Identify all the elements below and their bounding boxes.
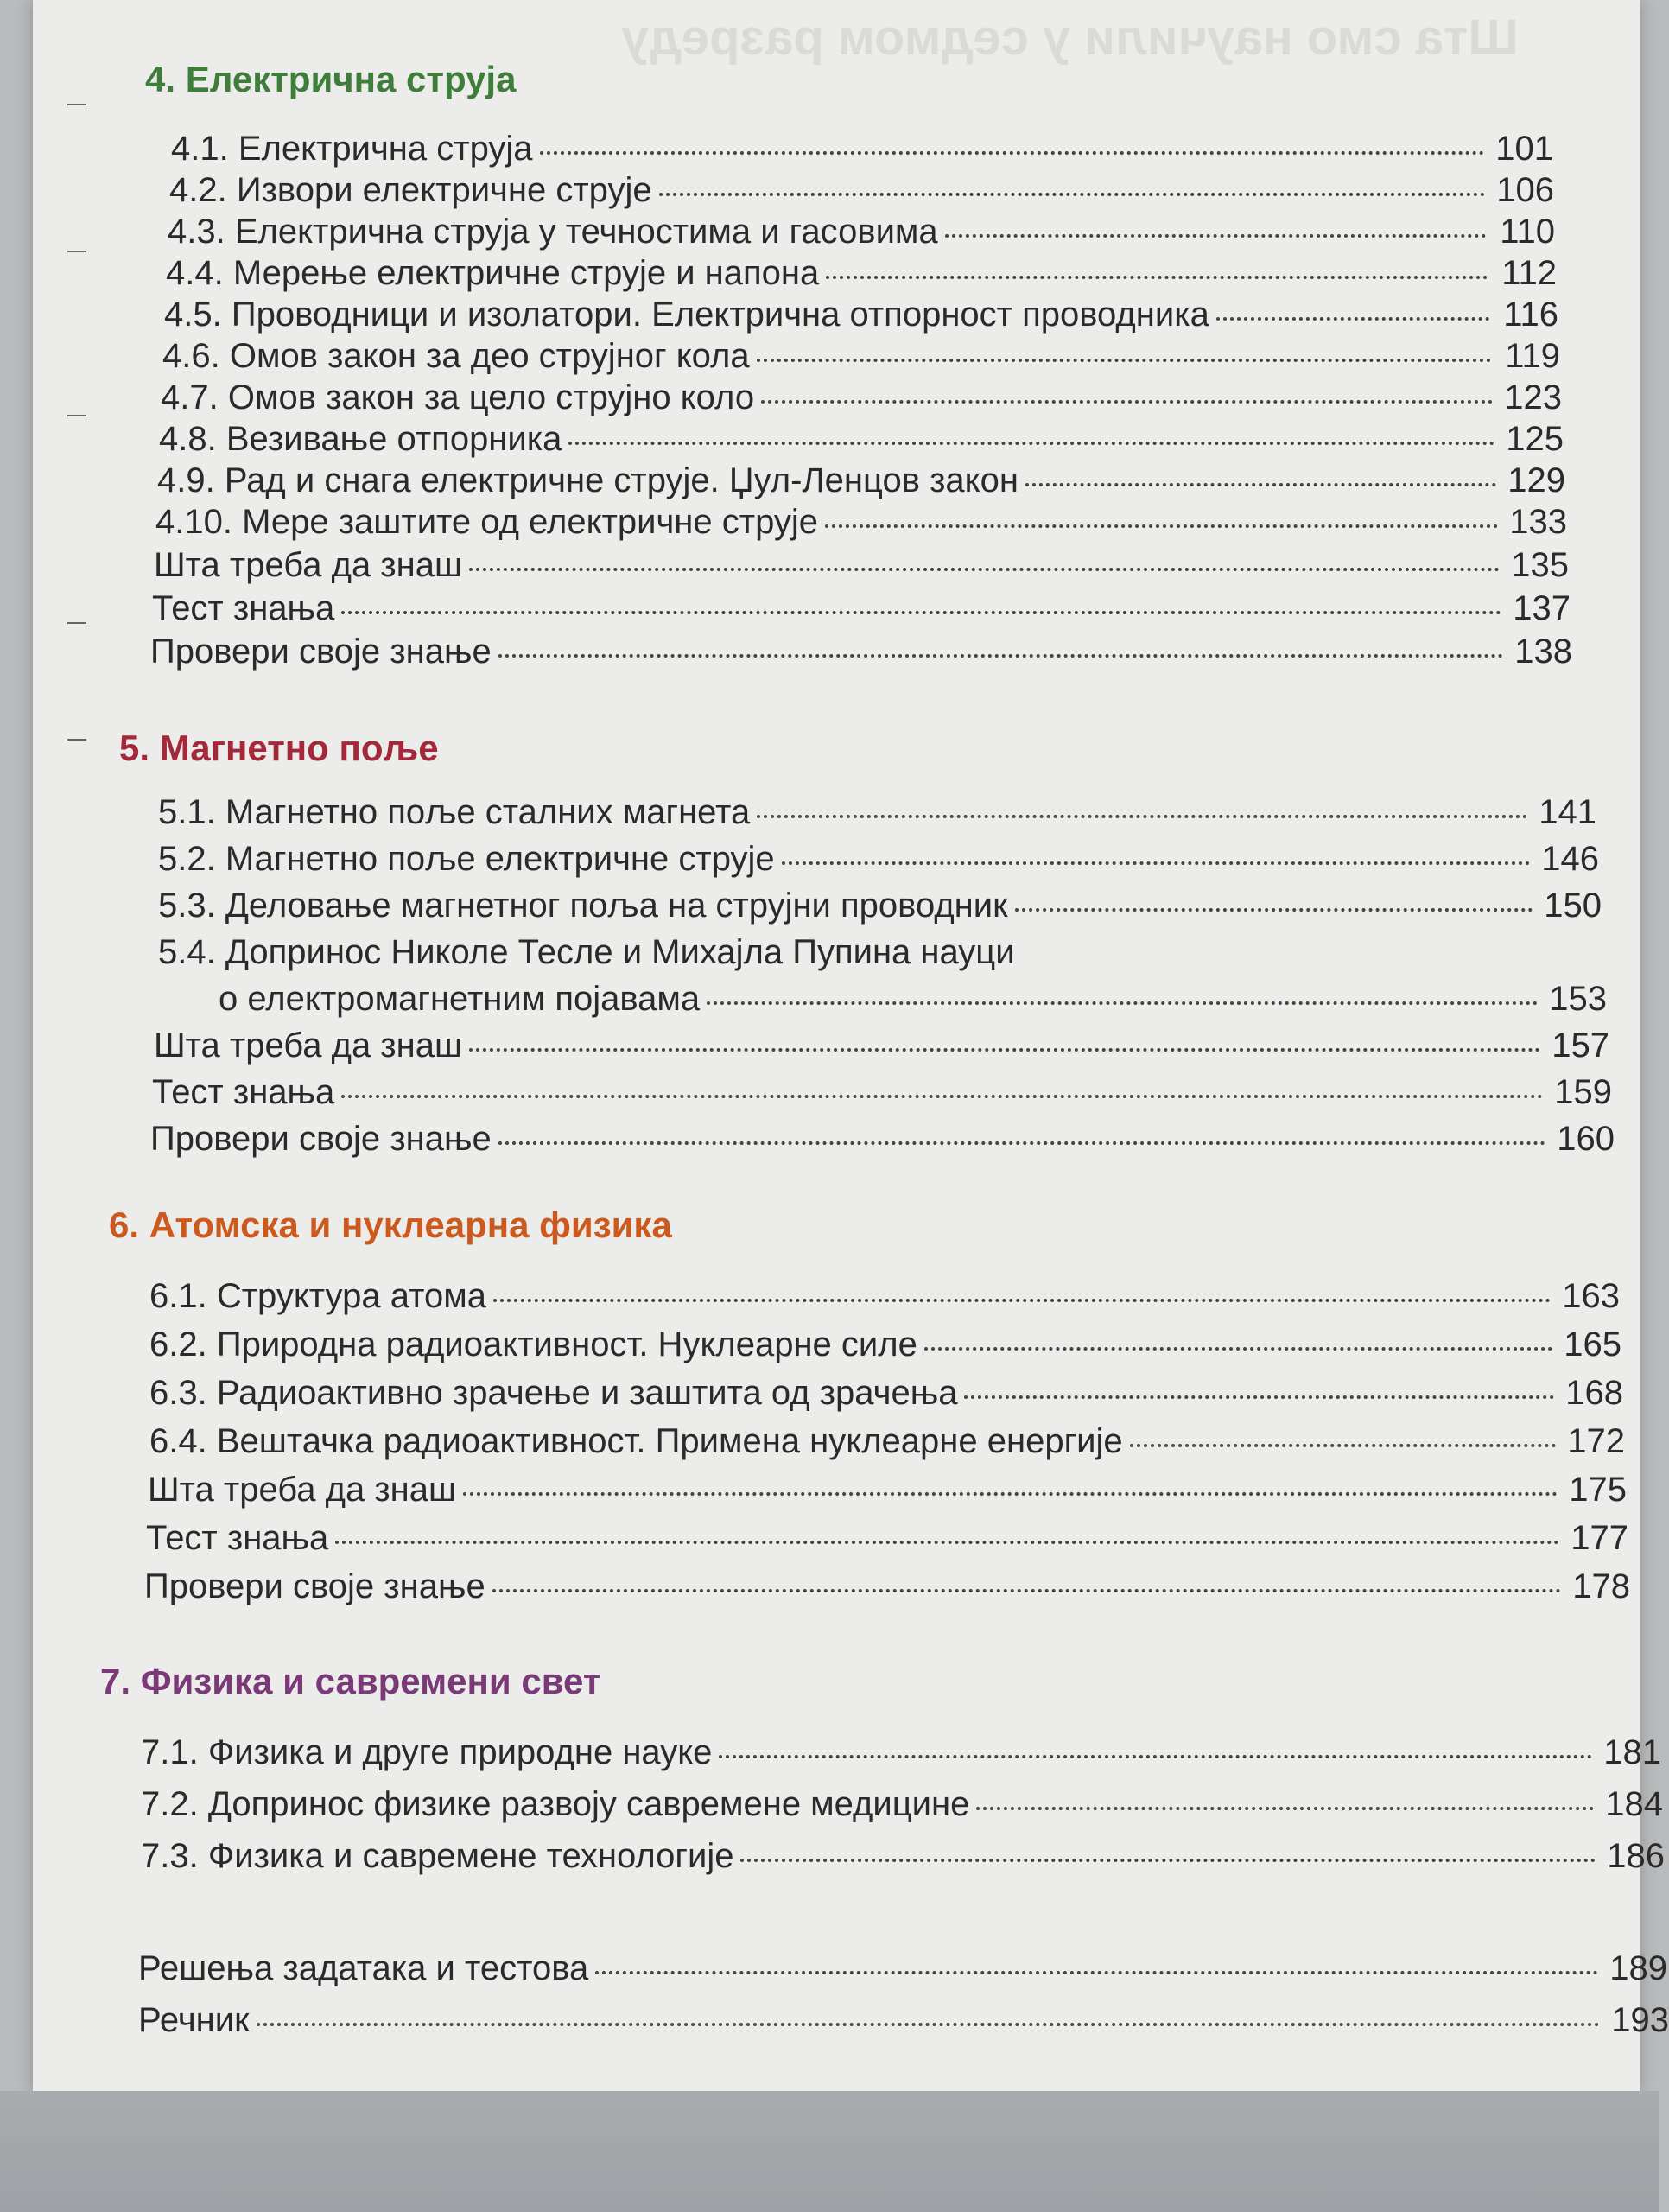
entry-page: 125 [1506,420,1564,458]
toc-entry[interactable] [155,503,1567,542]
toc-entry[interactable] [138,1949,1667,1988]
leader-dots [945,234,1486,238]
book-page [33,0,1669,2091]
entry-label: 4.10. Мере заштите од електричне струје [155,503,818,541]
entry-page: 193 [1611,2001,1669,2039]
leader-dots [493,1299,1551,1302]
toc-entry[interactable] [149,1374,1623,1413]
entry-label: 5.2. Магнетно поље електричне струје [158,840,775,878]
toc-entry[interactable] [157,461,1565,500]
toc-entry[interactable] [219,980,1607,1019]
toc-entry[interactable] [171,130,1553,168]
entry-label: Провери своје знање [150,632,492,671]
entry-page: 163 [1562,1277,1620,1315]
leader-dots [964,1395,1554,1399]
entry-page: 157 [1552,1027,1609,1065]
toc-entry[interactable] [146,1519,1628,1558]
entry-label: Тест знања [152,589,335,627]
entry-label: Шта треба да знаш [154,1027,463,1065]
entry-label: 6.3. Радиоактивно зрачење и заштита од зрачења [149,1374,958,1412]
entry-label: Провери своје знање [150,1120,492,1158]
toc-entry[interactable] [164,296,1558,334]
entry-page: 133 [1509,503,1567,541]
leader-dots [1025,483,1496,486]
leader-dots [469,568,1500,571]
leader-dots [335,1541,1559,1544]
entry-label: 4.8. Везивање отпорника [159,420,562,458]
leader-dots [782,861,1530,865]
toc-entry[interactable] [150,1120,1615,1159]
toc-entry[interactable] [138,2001,1669,2040]
entry-label: 4.1. Електрична струја [171,130,533,168]
entry-label: 7.3. Физика и савремене технологије [141,1837,734,1875]
entry-page: 165 [1564,1325,1621,1363]
toc-entry[interactable] [154,1027,1609,1065]
entry-page: 177 [1571,1519,1628,1557]
toc-entry[interactable] [148,1471,1627,1510]
leader-dots [825,524,1498,528]
entry-label: Тест знања [146,1519,329,1557]
entry-page: 168 [1565,1374,1623,1412]
table-of-contents [33,0,1669,2091]
entry-page: 150 [1544,887,1602,925]
entry-label: 4.5. Проводници и изолатори. Електрична отпорност проводника [164,296,1209,334]
leader-dots [463,1492,1558,1496]
entry-page: 146 [1541,840,1599,878]
leader-dots [540,151,1485,155]
entry-page: 160 [1557,1120,1615,1158]
entry-label: 6.1. Структура атома [149,1277,486,1315]
entry-page: 129 [1507,461,1565,499]
entry-page: 141 [1539,793,1596,831]
entry-page: 135 [1511,546,1569,584]
leader-dots [757,359,1491,362]
entry-label: Речник [138,2001,250,2039]
entry-label: о електромагнетним појавама [219,980,701,1018]
toc-entry[interactable] [166,254,1557,293]
chapter-7-title: 7. Физика и савремени свет [100,1661,601,1701]
toc-entry[interactable] [159,420,1564,459]
leader-dots [976,1807,1594,1810]
toc-entry[interactable] [149,1422,1625,1461]
leader-dots [492,1589,1561,1592]
entry-label: 4.7. Омов закон за цело струјно коло [161,378,755,416]
toc-entry-label[interactable]: 5.4. Допринос Николе Тесле и Михајла Пупина науци [158,933,1015,971]
entry-label: 4.3. Електрична струја у течностима и гасовима [168,213,938,251]
leader-dots [719,1755,1592,1758]
toc-entry[interactable] [168,213,1555,251]
leader-dots [740,1859,1596,1862]
entry-page: 110 [1500,213,1555,251]
toc-entry[interactable] [161,378,1562,417]
toc-entry[interactable] [152,589,1571,628]
entry-label: 6.2. Природна радиоактивност. Нуклеарне силе [149,1325,917,1363]
chapter-5-title: 5. Магнетно поље [119,728,439,768]
entry-label: 6.4. Вештачка радиоактивност. Примена нуклеарне енергије [149,1422,1123,1460]
leader-dots [341,1095,1543,1098]
entry-page: 172 [1567,1422,1625,1460]
toc-entry[interactable] [149,1277,1620,1316]
leader-dots [568,442,1494,445]
toc-entry[interactable] [162,337,1560,376]
entry-page: 116 [1503,296,1558,334]
entry-label: Провери своје знање [144,1567,485,1605]
leader-dots [1015,908,1533,912]
entry-label: Решења задатака и тестова [138,1949,589,1987]
toc-entry[interactable] [169,171,1554,210]
toc-entry[interactable] [149,1325,1621,1364]
entry-label: 5.3. Деловање магнетног поља на струјни проводник [158,887,1008,925]
leader-dots [707,1001,1538,1005]
entry-label: Тест знања [152,1073,335,1111]
entry-page: 181 [1603,1733,1661,1771]
entry-page: 138 [1514,632,1572,671]
leader-dots [595,1971,1598,1974]
toc-entry[interactable] [152,1073,1612,1112]
chapter-4-title: 4. Електрична струја [145,59,517,99]
leader-dots [257,2023,1600,2026]
entry-page: 106 [1496,171,1554,209]
leader-dots [826,276,1488,279]
entry-page: 119 [1505,337,1560,375]
entry-label: 4.4. Мерење електричне струје и напона [166,254,820,292]
ghost-heading: Шта смо научили у седмом разреду [621,10,1519,66]
leader-dots [498,1141,1545,1145]
entry-page: 175 [1569,1471,1627,1509]
leader-dots [659,193,1485,196]
entry-page: 112 [1501,254,1557,292]
table-surface [0,2091,1659,2212]
entry-page: 153 [1549,980,1607,1018]
entry-label: 4.2. Извори електричне струје [169,171,652,209]
entry-label: 4.9. Рад и снага електричне струје. Џул-Ленцов закон [157,461,1019,499]
entry-page: 184 [1605,1785,1663,1823]
leader-dots [1130,1444,1556,1447]
leader-dots [1216,317,1489,321]
toc-entry[interactable] [141,1733,1661,1772]
entry-page: 186 [1607,1837,1665,1875]
entry-page: 123 [1504,378,1562,416]
toc-entry[interactable] [158,793,1596,832]
entry-label: 4.6. Омов закон за део струјног кола [162,337,750,375]
toc-entry[interactable] [158,840,1599,879]
leader-dots [498,654,1503,658]
entry-label: 7.2. Допринос физике развоју савремене медицине [141,1785,970,1823]
leader-dots [761,400,1493,404]
entry-label: 5.1. Магнетно поље сталних магнета [158,793,751,831]
entry-label: Шта треба да знаш [148,1471,457,1509]
toc-entry[interactable] [154,546,1569,585]
entry-page: 159 [1554,1073,1612,1111]
entry-label: Шта треба да знаш [154,546,463,584]
leader-dots [757,815,1527,818]
toc-entry[interactable] [150,632,1572,671]
entry-page: 178 [1572,1567,1630,1605]
entry-label: 7.1. Физика и друге природне науке [141,1733,713,1771]
leader-dots [469,1048,1540,1052]
toc-entry[interactable] [158,887,1602,925]
toc-entry[interactable] [141,1837,1665,1876]
entry-page: 189 [1609,1949,1667,1987]
leader-dots [924,1347,1552,1351]
toc-entry[interactable] [141,1785,1663,1824]
entry-page: 101 [1495,130,1553,168]
chapter-6-title: 6. Атомска и нуклеарна физика [109,1205,672,1245]
leader-dots [341,611,1501,614]
entry-page: 137 [1513,589,1571,627]
toc-entry[interactable] [144,1567,1630,1606]
